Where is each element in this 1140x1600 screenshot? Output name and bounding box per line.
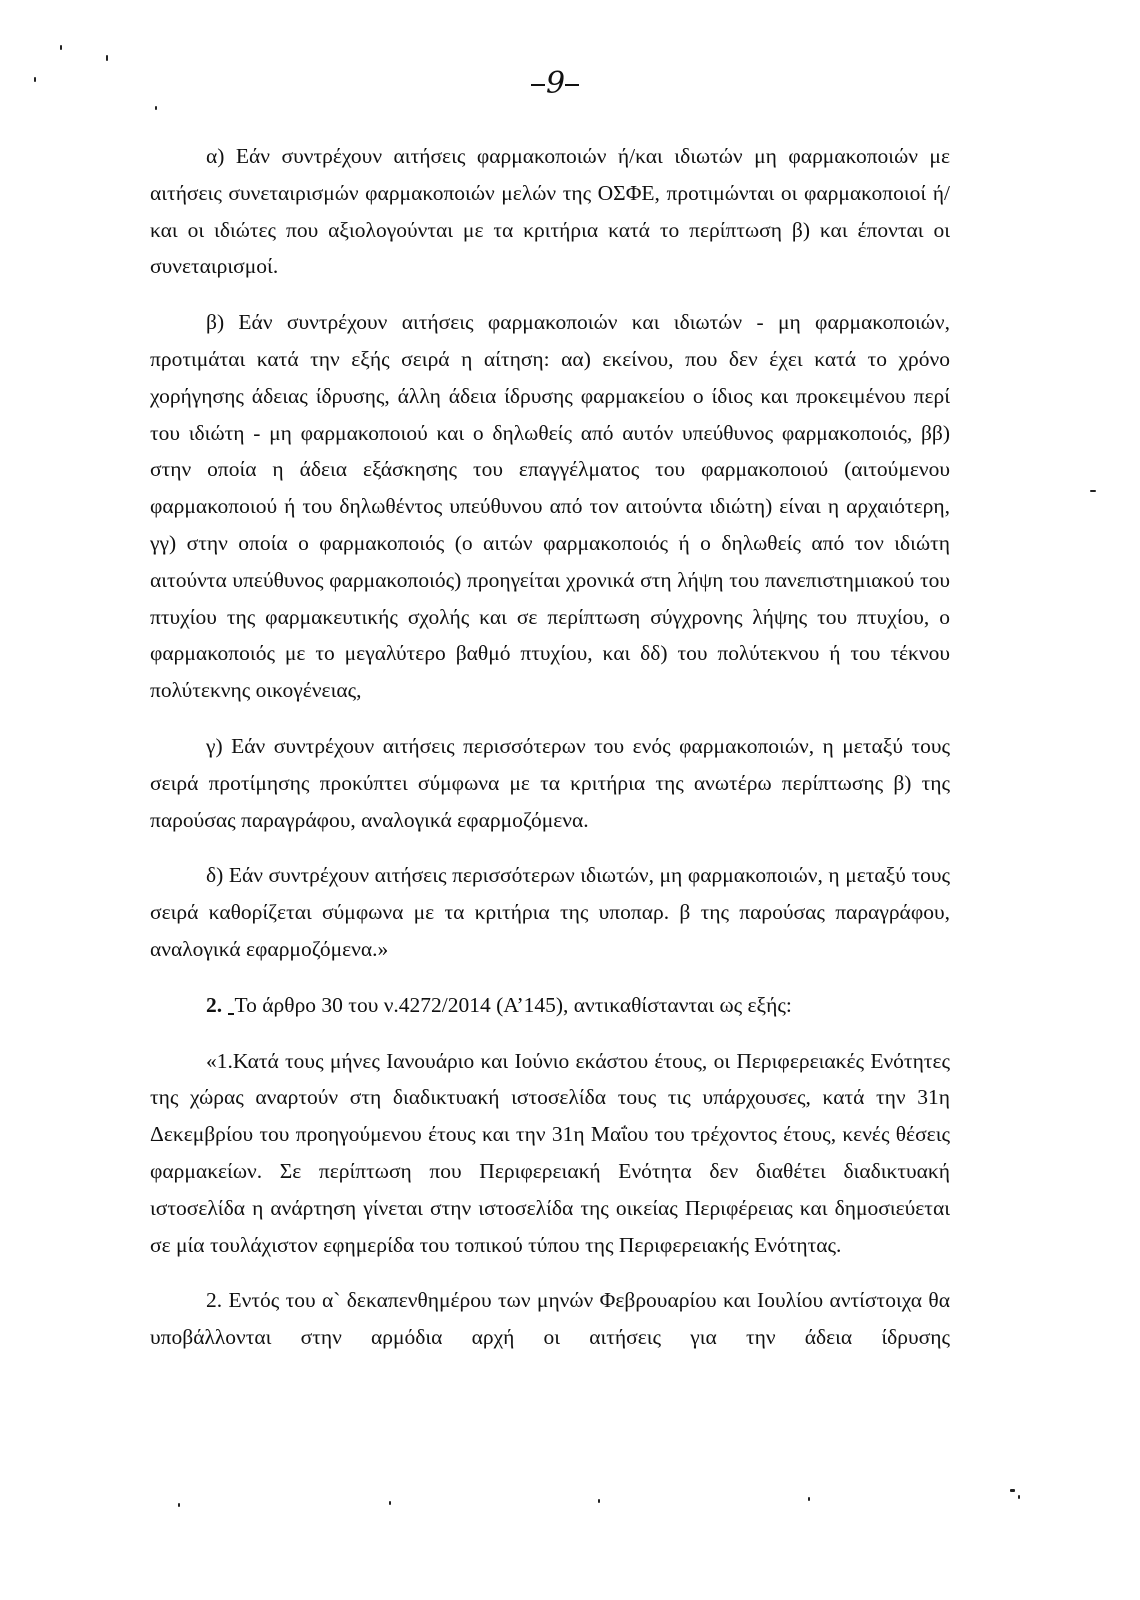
scan-speck [389, 1501, 391, 1505]
scan-speck [155, 106, 157, 110]
section-2-heading [150, 987, 950, 1024]
scan-speck [60, 45, 62, 50]
section-2-text: Το άρθρο 30 του ν.4272/2014 (Α’145), αντικαθίστανται ως εξής: [234, 992, 792, 1017]
scan-speck [598, 1499, 600, 1503]
scan-speck [1090, 490, 1096, 492]
document-body [150, 138, 950, 1375]
paragraph-alpha: α) Εάν συντρέχουν αιτήσεις φαρμακοποιών ή/και ιδιωτών μη φαρμακοποιών με αιτήσεις συνεταιρισμών φαρμακοποιών μελών της ΟΣΦΕ, προτιμώνται οι φαρμακοποιοί ή/και οι ιδιώτες που αξιολογούνται με τα κριτήρια κατά το περίπτωση β) και έπονται οι συνεταιρισμοί. [150, 144, 950, 279]
paragraph-delta: δ) Εάν συντρέχουν αιτήσεις περισσότερων ιδιωτών, μη φαρμακοποιών, η μεταξύ τους σειρά καθορίζεται σύμφωνα με τα κριτήρια της υποπαρ. β της παρούσας παραγράφου, αναλογικά εφαρμοζόμενα.» [150, 863, 950, 961]
scan-speck [106, 55, 108, 61]
scan-speck [34, 77, 36, 82]
article-30-paragraph-2: 2. Εντός του α` δεκαπενθημέρου των μηνών Φεβρουαρίου και Ιουλίου αντίστοιχα θα υποβάλλονται στην αρμόδια αρχή οι αιτήσεις για την άδεια ίδρυσης [150, 1288, 950, 1350]
paragraph-gamma: γ) Εάν συντρέχουν αιτήσεις περισσότερων του ενός φαρμακοποιών, η μεταξύ τους σειρά προτίμησης προκύπτει σύμφωνα με τα κριτήρια της ανωτέρω περίπτωσης β) της παρούσας παραγράφου, αναλογικά εφαρμοζόμενα. [150, 733, 950, 832]
paragraph-beta: β) Εάν συντρέχουν αιτήσεις φαρμακοποιών και ιδιωτών - μη φαρμακοποιών, προτιμάται κατά την εξής σειρά η αίτηση: αα) εκείνου, που δεν έχει κατά το χρόνο χορήγησης άδειας ίδρυσης, άλλη άδεια ίδρυσης φαρμακείου ο ίδιος και προκειμένου περί του ιδιώτη - μη φαρμακοποιού και ο δηλωθείς από αυτόν υπεύθυνος φαρμακοποιός, ββ) στην οποία η άδεια εξάσκησης του επαγγέλματος του φαρμακοποιού (αιτούμενου φαρμακοποιού ή του δηλωθέντος υπεύθυνου από τον αιτούντα ιδιώτη) είναι η αρχαιότερη, γγ) στην οποία ο φαρμακοποιός (ο αιτών φαρμακοποιός ή ο δηλωθείς από τον ιδιώτη αιτούντα υπεύθυνος φαρμακοποιός) προηγείται χρονικά στη λήψη του πανεπιστημιακού του πτυχίου της φαρμακευτικής σχολής και σε περίπτωση σύγχρονης λήψης του πτυχίου, ο φαρμακοποιός με το μεγαλύτερο βαθμό πτυχίου, και δδ) του πολύτεκνου ή του τέκνου πολύτεκνης οικογένειας, [150, 310, 950, 703]
article-30-paragraph-1: «1.Κατά τους μήνες Ιανουάριο και Ιούνιο εκάστου έτους, οι Περιφερειακές Ενότητες της χώρας αναρτούν στη διαδικτυακή ιστοσελίδα τους τις υπάρχουσες, κατά την 31η Δεκεμβρίου του προηγούμενου έτους και την 31η Μαΐου του τρέχοντος έτους, κενές θέσεις φαρμακείων. Σε περίπτωση που Περιφερειακή Ενότητα δεν διαθέτει διαδικτυακή ιστοσελίδα η ανάρτηση γίνεται στην ιστοσελίδα της οικείας Περιφέρειας και δημοσιεύεται σε μία τουλάχιστον εφημερίδα του τοπικού τύπου της Περιφερειακής Ενότητας. [150, 1048, 950, 1257]
section-number: 2. [206, 992, 223, 1017]
scan-speck [178, 1503, 180, 1507]
underscore-mark [228, 1013, 234, 1015]
scan-speck [1010, 1489, 1015, 1492]
page-number: 9 [530, 66, 580, 101]
scan-speck [808, 1497, 810, 1501]
scan-speck [1018, 1495, 1020, 1499]
